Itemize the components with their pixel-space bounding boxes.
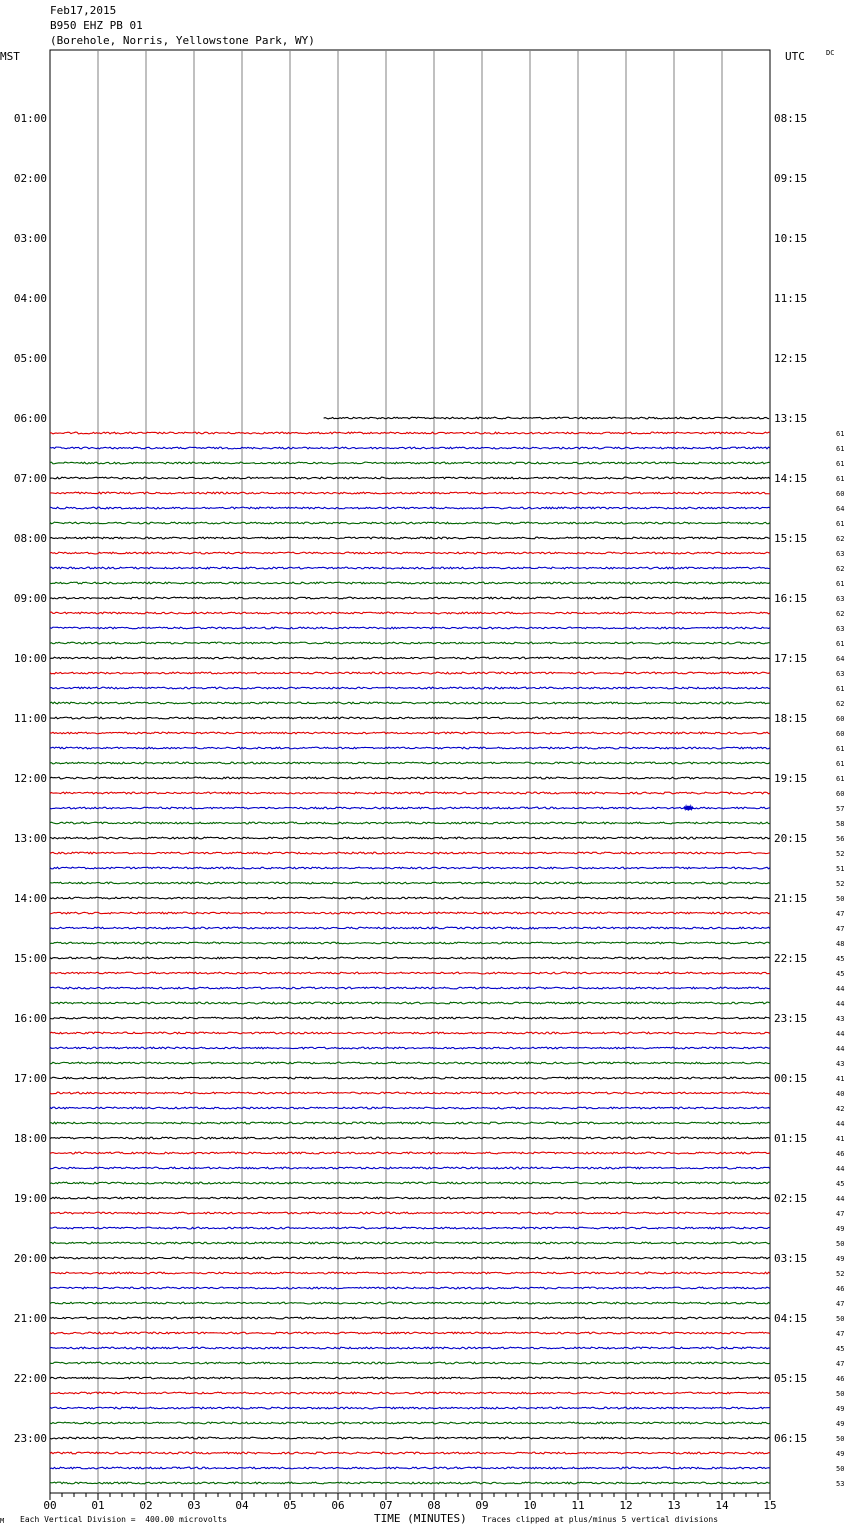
x-tick-label: 04 (235, 1499, 249, 1512)
trace-row (50, 1377, 770, 1379)
row-amplitude-value: 61 (836, 745, 845, 753)
mst-hour-label: 16:00 (13, 1012, 47, 1025)
x-axis-label: TIME (MINUTES) (374, 1512, 467, 1525)
row-amplitude-value: 61 (836, 760, 845, 768)
row-amplitude-value: 50 (836, 1315, 845, 1323)
row-amplitude-value: 62 (836, 610, 845, 618)
row-amplitude-value: 61 (836, 685, 845, 693)
mst-hour-label: 20:00 (13, 1252, 47, 1265)
trace-row (50, 1272, 770, 1274)
trace-row (50, 1152, 770, 1154)
mst-hour-label: 18:00 (13, 1132, 47, 1145)
row-amplitude-value: 57 (836, 805, 845, 813)
trace-row (50, 1092, 770, 1094)
utc-hour-label: 12:15 (774, 352, 808, 365)
utc-hour-label: 08:15 (774, 112, 808, 125)
row-amplitude-value: 44 (836, 1165, 845, 1173)
trace-row (50, 912, 770, 914)
row-amplitude-value: 48 (836, 940, 845, 948)
trace-row (50, 462, 770, 464)
row-amplitude-value: 50 (836, 1435, 845, 1443)
row-amplitude-value: 45 (836, 955, 845, 963)
trace-row (50, 1017, 770, 1019)
x-tick-label: 02 (139, 1499, 153, 1512)
trace-row (50, 882, 770, 884)
mst-hour-label: 21:00 (13, 1312, 47, 1325)
trace-row (50, 1182, 770, 1184)
row-amplitude-value: 61 (836, 475, 845, 483)
mst-hour-label: 12:00 (13, 772, 47, 785)
row-amplitude-value: 46 (836, 1285, 845, 1293)
row-amplitude-value: 63 (836, 550, 845, 558)
utc-hour-label: 03:15 (774, 1252, 808, 1265)
utc-hour-label: 10:15 (774, 232, 808, 245)
trace-row (50, 1407, 770, 1409)
seismic-event (684, 806, 694, 811)
utc-hour-label: 23:15 (774, 1012, 808, 1025)
trace-row (50, 1047, 770, 1049)
row-amplitude-value: 42 (836, 1105, 845, 1113)
utc-hour-label: 02:15 (774, 1192, 808, 1205)
mst-hour-label: 22:00 (13, 1372, 47, 1385)
left-timezone-label: MST (0, 50, 20, 63)
trace-row (50, 1002, 770, 1004)
row-amplitude-value: 49 (836, 1225, 845, 1233)
utc-hour-label: 14:15 (774, 472, 808, 485)
x-tick-label: 00 (43, 1499, 57, 1512)
row-amplitude-value: 47 (836, 1210, 845, 1218)
utc-hour-label: 09:15 (774, 172, 808, 185)
trace-row (50, 927, 770, 929)
row-amplitude-value: 60 (836, 490, 845, 498)
trace-row (50, 1077, 770, 1079)
trace-row (50, 1242, 770, 1244)
x-tick-label: 05 (283, 1499, 297, 1512)
trace-row (50, 522, 770, 524)
trace-row (50, 822, 770, 824)
utc-hour-label: 06:15 (774, 1432, 808, 1445)
row-amplitude-value: 61 (836, 640, 845, 648)
trace-row (50, 1332, 770, 1334)
mst-hour-label: 09:00 (13, 592, 47, 605)
row-amplitude-value: 64 (836, 505, 845, 513)
x-tick-label: 15 (763, 1499, 777, 1512)
row-amplitude-value: 58 (836, 820, 845, 828)
trace-row (50, 1167, 770, 1169)
hour-labels (14, 112, 845, 1488)
utc-hour-label: 19:15 (774, 772, 808, 785)
x-tick-label: 03 (187, 1499, 201, 1512)
utc-hour-label: 15:15 (774, 532, 808, 545)
trace-row (50, 747, 770, 749)
row-amplitude-value: 45 (836, 970, 845, 978)
trace-row (50, 1467, 770, 1469)
trace-row (50, 687, 770, 689)
trace-row (50, 867, 770, 869)
x-tick-label: 09 (475, 1499, 489, 1512)
row-amplitude-value: 62 (836, 565, 845, 573)
trace-rows (50, 417, 770, 1484)
row-amplitude-value: 43 (836, 1015, 845, 1023)
row-amplitude-value: 41 (836, 1135, 845, 1143)
row-amplitude-value: 41 (836, 1075, 845, 1083)
trace-row (50, 507, 770, 509)
trace-row (50, 432, 770, 434)
mst-hour-label: 02:00 (13, 172, 47, 185)
trace-row (50, 582, 770, 584)
utc-hour-label: 22:15 (774, 952, 808, 965)
x-tick-label: 07 (379, 1499, 393, 1512)
row-amplitude-value: 47 (836, 910, 845, 918)
mst-hour-label: 23:00 (13, 1432, 47, 1445)
mst-hour-label: 07:00 (13, 472, 47, 485)
row-amplitude-value: 50 (836, 1465, 845, 1473)
trace-row (50, 537, 770, 539)
utc-hour-label: 21:15 (774, 892, 808, 905)
row-amplitude-value: 52 (836, 880, 845, 888)
trace-row (50, 777, 770, 779)
corner-mark: M (0, 1517, 5, 1525)
trace-row (50, 1347, 770, 1349)
row-amplitude-value: 61 (836, 520, 845, 528)
row-amplitude-value: 49 (836, 1450, 845, 1458)
x-tick-label: 13 (667, 1499, 681, 1512)
trace-row (50, 672, 770, 674)
chart-date: Feb17,2015 (50, 4, 117, 17)
row-amplitude-value: 47 (836, 1300, 845, 1308)
trace-row (50, 957, 770, 959)
trace-row (50, 657, 770, 659)
trace-row (50, 492, 770, 494)
trace-row (50, 942, 770, 944)
trace-row (50, 1062, 770, 1064)
row-amplitude-value: 52 (836, 1270, 845, 1278)
row-amplitude-value: 45 (836, 1345, 845, 1353)
row-amplitude-value: 63 (836, 670, 845, 678)
trace-row (50, 1452, 770, 1454)
row-amplitude-value: 49 (836, 1405, 845, 1413)
row-amplitude-value: 43 (836, 1060, 845, 1068)
chart-station: B950 EHZ PB 01 (50, 19, 143, 32)
trace-row (324, 417, 769, 419)
trace-row (50, 627, 770, 629)
mst-hour-label: 10:00 (13, 652, 47, 665)
trace-row (50, 1302, 770, 1304)
x-tick-label: 10 (523, 1499, 537, 1512)
row-amplitude-value: 60 (836, 730, 845, 738)
trace-row (50, 447, 770, 449)
trace-row (50, 1392, 770, 1394)
x-tick-label: 08 (427, 1499, 441, 1512)
row-amplitude-value: 46 (836, 1150, 845, 1158)
trace-row (50, 597, 770, 599)
trace-row (50, 1122, 770, 1124)
row-amplitude-value: 53 (836, 1480, 845, 1488)
utc-hour-label: 11:15 (774, 292, 808, 305)
row-amplitude-value: 47 (836, 1360, 845, 1368)
mst-hour-label: 05:00 (13, 352, 47, 365)
row-amplitude-value: 44 (836, 1045, 845, 1053)
trace-row (50, 702, 770, 704)
utc-hour-label: 18:15 (774, 712, 808, 725)
utc-hour-label: 05:15 (774, 1372, 808, 1385)
trace-row (50, 1317, 770, 1319)
row-amplitude-value: 63 (836, 595, 845, 603)
trace-row (50, 1137, 770, 1139)
utc-hour-label: 20:15 (774, 832, 808, 845)
row-amplitude-value: 60 (836, 715, 845, 723)
mst-hour-label: 13:00 (13, 832, 47, 845)
mst-hour-label: 11:00 (13, 712, 47, 725)
chart-location: (Borehole, Norris, Yellowstone Park, WY) (50, 34, 315, 47)
row-amplitude-value: 62 (836, 700, 845, 708)
trace-row (50, 852, 770, 854)
row-amplitude-value: 44 (836, 985, 845, 993)
trace-row (50, 762, 770, 764)
row-amplitude-value: 40 (836, 1090, 845, 1098)
x-tick-label: 12 (619, 1499, 633, 1512)
trace-row (50, 1107, 770, 1109)
x-tick-label: 01 (91, 1499, 105, 1512)
mst-hour-label: 08:00 (13, 532, 47, 545)
trace-row (50, 477, 770, 479)
mst-hour-label: 15:00 (13, 952, 47, 965)
row-amplitude-value: 62 (836, 535, 845, 543)
row-amplitude-value: 64 (836, 655, 845, 663)
row-amplitude-value: 51 (836, 865, 845, 873)
right-timezone-label: UTC (785, 50, 805, 63)
row-amplitude-value: 49 (836, 1255, 845, 1263)
time-axis (43, 1493, 776, 1512)
trace-row (50, 792, 770, 794)
division-note: Each Vertical Division = 400.00 microvolts (20, 1515, 228, 1524)
row-amplitude-value: 61 (836, 775, 845, 783)
trace-row (50, 642, 770, 644)
row-amplitude-value: 46 (836, 1375, 845, 1383)
x-tick-label: 14 (715, 1499, 729, 1512)
row-amplitude-value: 49 (836, 1420, 845, 1428)
trace-row (50, 717, 770, 719)
trace-row (50, 1422, 770, 1424)
x-tick-label: 06 (331, 1499, 345, 1512)
trace-row (50, 552, 770, 554)
trace-row (50, 612, 770, 614)
mst-hour-label: 17:00 (13, 1072, 47, 1085)
trace-row (50, 1362, 770, 1364)
row-amplitude-value: 60 (836, 790, 845, 798)
plot-frame (50, 50, 770, 1493)
row-amplitude-value: 56 (836, 835, 845, 843)
trace-row (50, 1482, 770, 1484)
row-amplitude-value: 61 (836, 445, 845, 453)
row-amplitude-value: 44 (836, 1000, 845, 1008)
row-amplitude-value: 61 (836, 580, 845, 588)
trace-row (50, 1197, 770, 1199)
mst-hour-label: 14:00 (13, 892, 47, 905)
row-amplitude-value: 47 (836, 1330, 845, 1338)
trace-row (50, 1032, 770, 1034)
row-amplitude-value: 50 (836, 1240, 845, 1248)
utc-hour-label: 01:15 (774, 1132, 808, 1145)
mst-hour-label: 01:00 (13, 112, 47, 125)
trace-row (50, 732, 770, 734)
mst-hour-label: 19:00 (13, 1192, 47, 1205)
row-amplitude-value: 50 (836, 895, 845, 903)
trace-row (50, 1287, 770, 1289)
utc-hour-label: 04:15 (774, 1312, 808, 1325)
trace-row (50, 1437, 770, 1439)
trace-row (50, 1227, 770, 1229)
utc-hour-label: 17:15 (774, 652, 808, 665)
trace-row (50, 1257, 770, 1259)
trace-row (50, 972, 770, 974)
utc-hour-label: 16:15 (774, 592, 808, 605)
row-amplitude-value: 50 (836, 1390, 845, 1398)
row-amplitude-value: 52 (836, 850, 845, 858)
dc-label: DC (826, 49, 835, 57)
utc-hour-label: 13:15 (774, 412, 808, 425)
mst-hour-label: 04:00 (13, 292, 47, 305)
utc-hour-label: 00:15 (774, 1072, 808, 1085)
trace-row (50, 567, 770, 569)
trace-row (50, 987, 770, 989)
x-tick-label: 11 (571, 1499, 585, 1512)
trace-row (50, 807, 770, 809)
clip-note: Traces clipped at plus/minus 5 vertical divisions (482, 1515, 719, 1524)
trace-row (50, 837, 770, 839)
row-amplitude-value: 63 (836, 625, 845, 633)
trace-row (50, 897, 770, 899)
trace-row (50, 1212, 770, 1214)
row-amplitude-value: 47 (836, 925, 845, 933)
minute-grid (50, 50, 770, 1493)
mst-hour-label: 03:00 (13, 232, 47, 245)
row-amplitude-value: 44 (836, 1030, 845, 1038)
mst-hour-label: 06:00 (13, 412, 47, 425)
row-amplitude-value: 44 (836, 1195, 845, 1203)
row-amplitude-value: 61 (836, 430, 845, 438)
row-amplitude-value: 44 (836, 1120, 845, 1128)
row-amplitude-value: 45 (836, 1180, 845, 1188)
row-amplitude-value: 61 (836, 460, 845, 468)
